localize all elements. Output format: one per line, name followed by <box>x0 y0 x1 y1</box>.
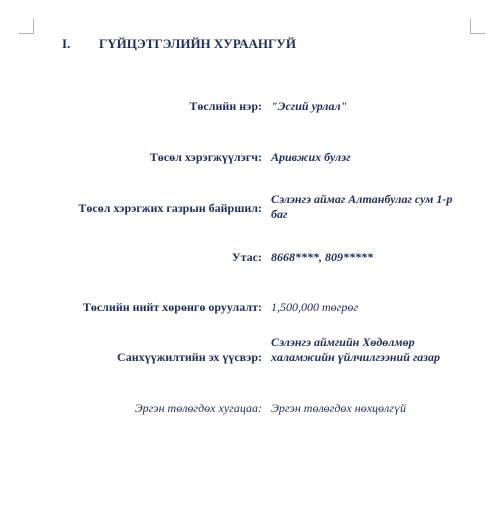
field-value: Эргэн төлөгдөх нөхцөлгүй <box>271 401 406 415</box>
field-label: Санхүүжилтийн эх үүсвэр: <box>117 350 262 364</box>
field-label: Төсөл хэрэгжих газрын байршил: <box>78 201 262 215</box>
margin-corner-top-left <box>19 19 34 34</box>
field-label: Эргэн төлөгдөх хугацаа: <box>134 401 262 415</box>
field-value: Сэлэнгэ аймаг Алтанбулаг сум 1-р баг <box>271 192 453 221</box>
field-label: Төслийн нийт хөрөнгө оруулалт: <box>82 300 262 314</box>
section-number: I. <box>62 36 71 51</box>
section-heading <box>62 36 296 52</box>
field-value: "Эсгий урлал" <box>271 99 348 113</box>
field-value: 8668****, 809***** <box>271 250 373 264</box>
field-label: Утас: <box>231 250 262 264</box>
field-value: 1,500,000 төгрөг <box>271 300 359 314</box>
field-value: Аривжих булэг <box>271 150 351 164</box>
margin-corner-top-right <box>470 19 485 34</box>
field-label: Төсөл хэрэгжүүлэгч: <box>149 150 262 164</box>
field-value: Сэлэнгэ аймгийн Хөдөлмөр халамжийн үйлчилгээний газар <box>271 335 440 364</box>
section-title: ГҮЙЦЭТГЭЛИЙН ХУРААНГУЙ <box>99 36 296 51</box>
field-label: Төслийн нэр: <box>189 99 262 113</box>
